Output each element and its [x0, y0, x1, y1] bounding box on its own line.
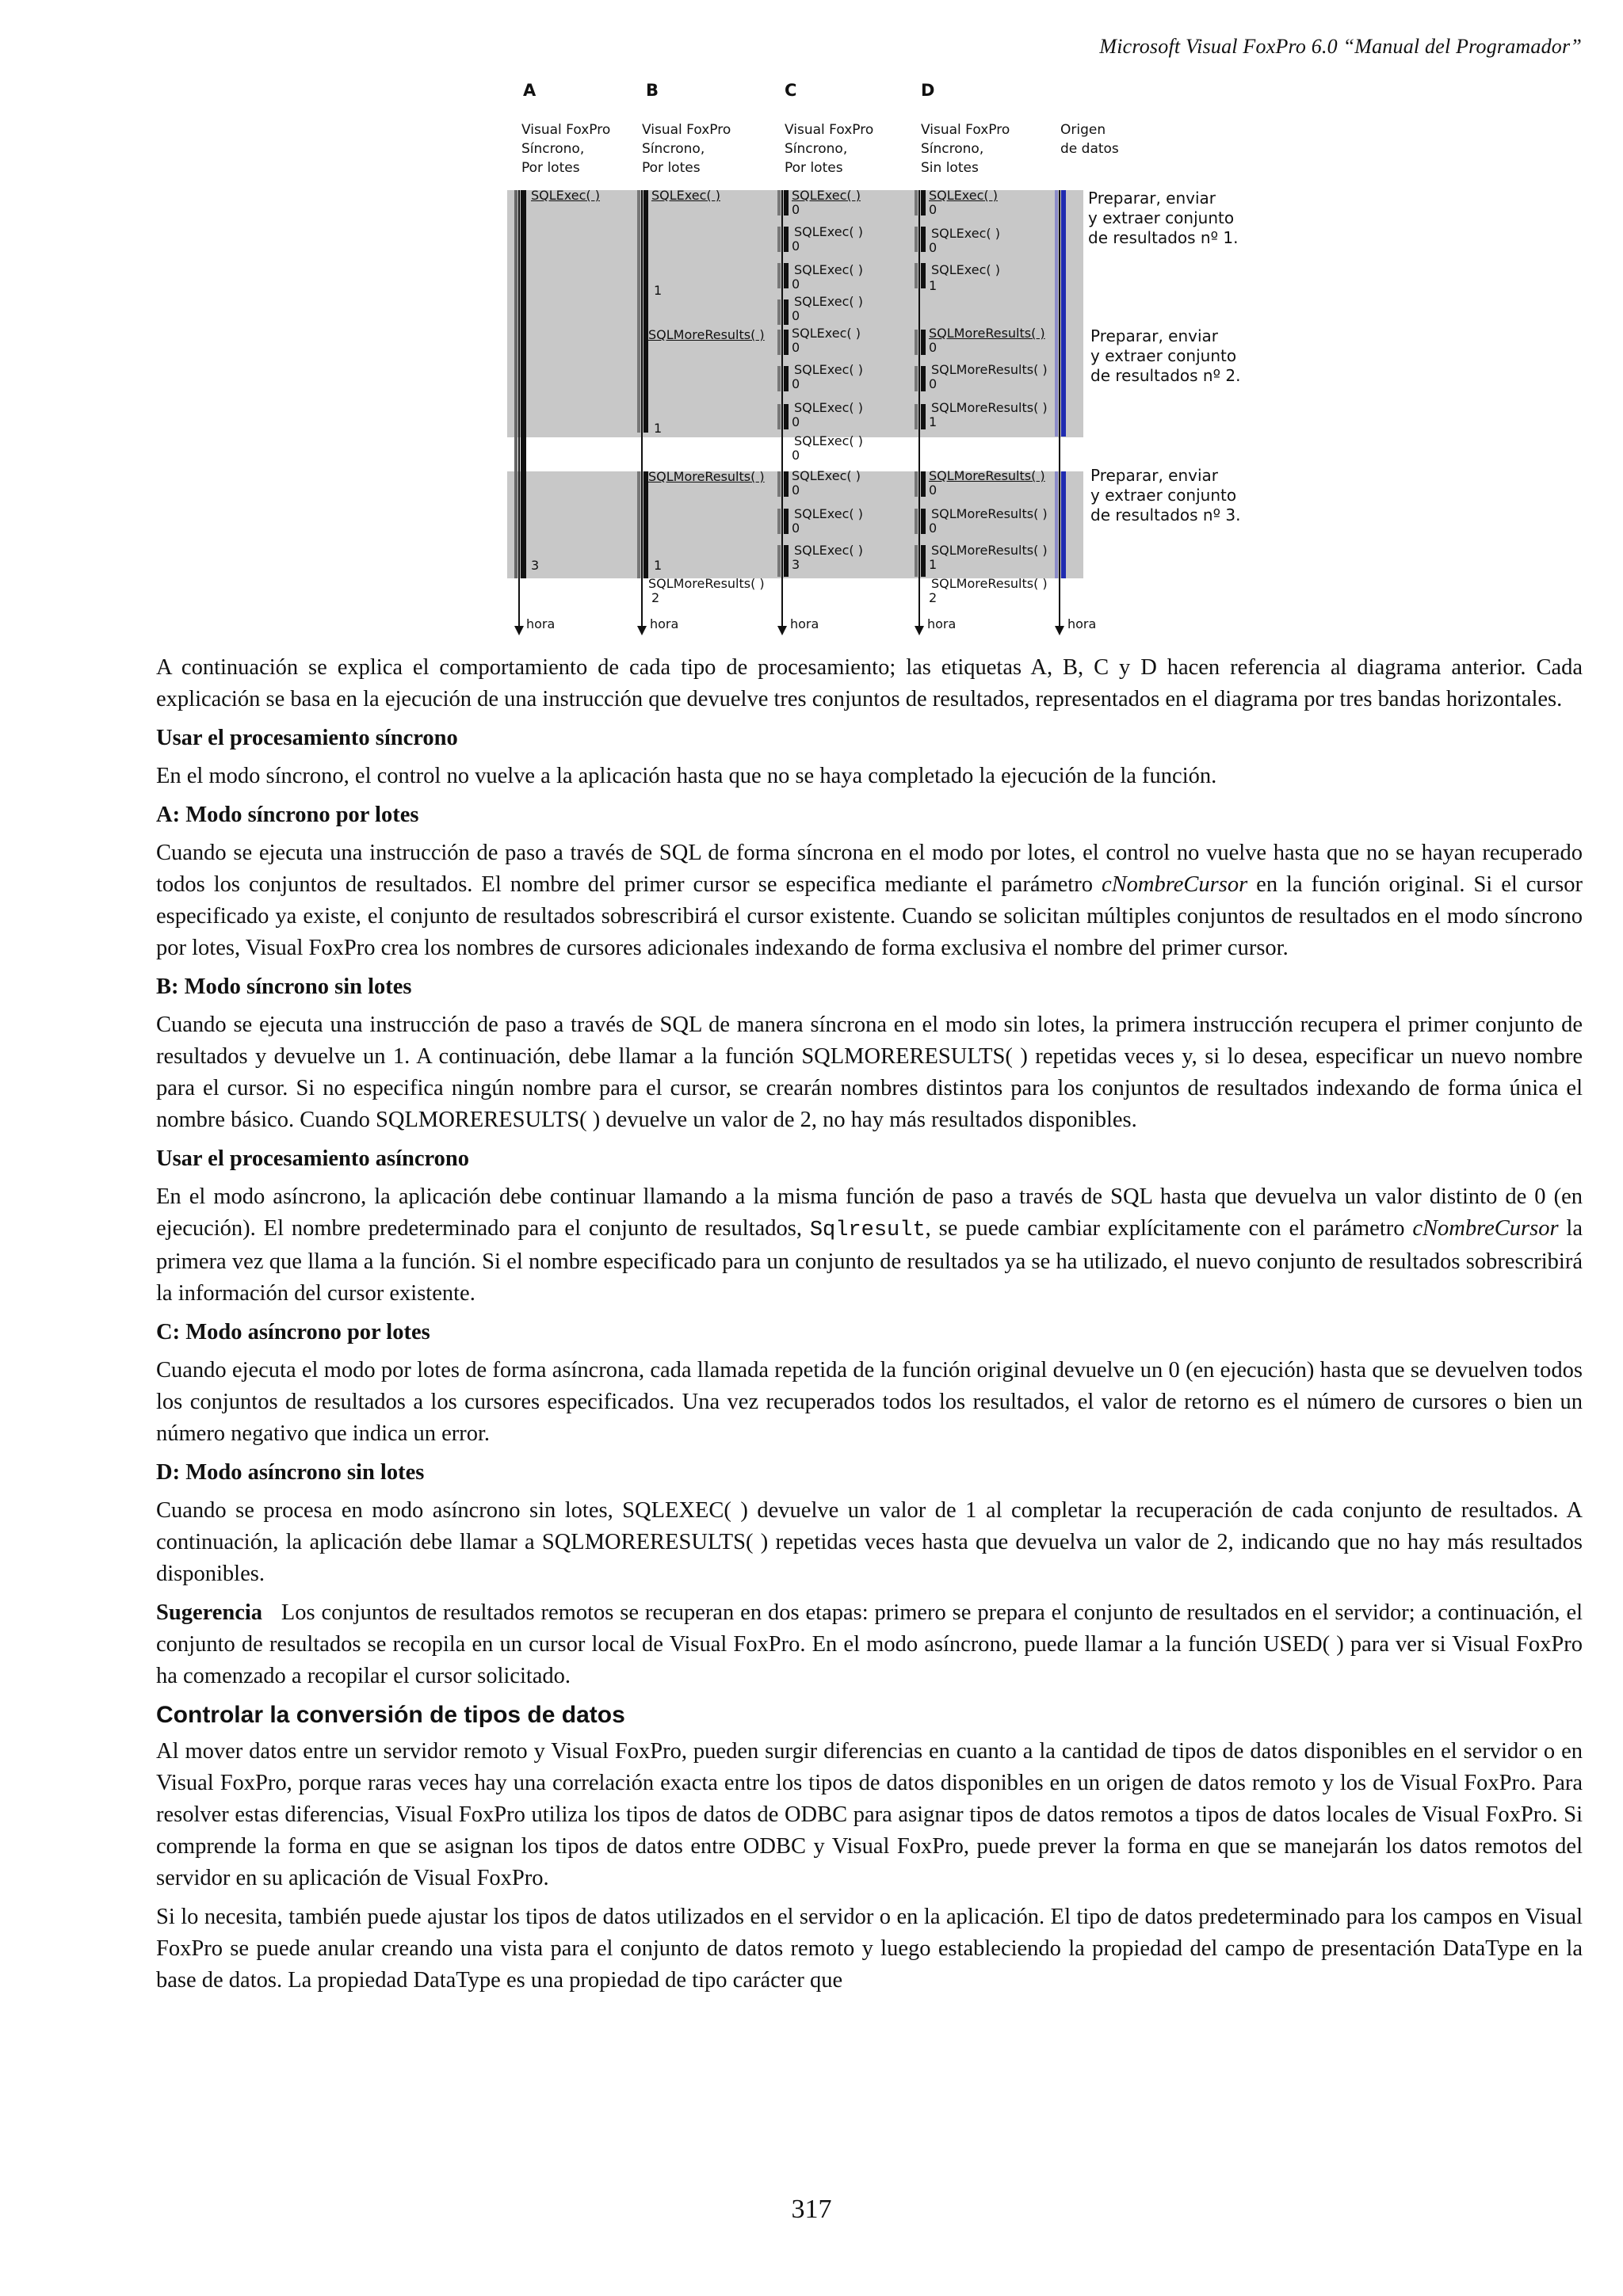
- hora-label-source: hora: [1067, 616, 1097, 631]
- c-sqlexec-9: SQLExec( ): [792, 468, 861, 483]
- c-sqlexec-11: SQLExec( ): [794, 543, 863, 558]
- d-return: 0: [929, 340, 938, 355]
- c-return: 0: [792, 448, 800, 463]
- d-more-6: SQLMoreResults( ): [931, 543, 1048, 558]
- async-paragraph: En el modo asíncrono, la aplicación debe continuar llamando a la misma función de paso a través de SQL hasta que devuelva un valor distinto de 0 (en ejecución). El nombre predeterminado para el conjunto de resultados, Sqlresult, se puede cambiar explícitamente con el parámetro cNombreCursor la primera vez que llama a la función. Si el nombre especificado para un conjunto de resultados ya se ha utilizado, el nuevo conjunto de resultados sobrescribirá la información del cursor existente.: [156, 1184, 1583, 1306]
- c-sqlexec-10: SQLExec( ): [794, 506, 863, 521]
- c-return: 0: [792, 340, 800, 355]
- processing-diagram: [507, 71, 1252, 650]
- c-return: 0: [792, 308, 800, 323]
- column-label-source: Origen de datos: [1060, 122, 1119, 157]
- d-sqlexec-1: SQLExec( ): [929, 188, 998, 203]
- c-sqlexec-4: SQLExec( ): [794, 294, 863, 309]
- d-return: 0: [929, 240, 938, 255]
- band-label-1: Preparar, enviar y extraer conjunto de resultados nº 1.: [1088, 189, 1239, 247]
- paragraph-b: Cuando se ejecuta una instrucción de paso a través de SQL de manera síncrona en el modo sin lotes, la primera instrucción recupera el primer conjunto de resultados y devuelve un 1. A continuación, debe llamar a la función SQLMORERESULTS( ) repetidas veces y, si lo desea, especificar un nuevo nombre para el cursor. Si no especifica ningún nombre para el cursor, se crearán nombres distintos para los conjuntos de resultados indexando de forma única el nombre básico. Cuando SQLMORERESULTS( ) devuelve un valor de 2, no hay más resultados disponibles.: [156, 1013, 1583, 1132]
- heading-sync: Usar el procesamiento síncrono: [156, 726, 458, 750]
- d-sqlexec-3: SQLExec( ): [931, 262, 1000, 277]
- column-letter-b: B: [646, 81, 659, 100]
- d-more-1: SQLMoreResults( ): [929, 326, 1045, 341]
- hora-label-c: hora: [790, 616, 819, 631]
- column-label-a: Visual FoxPro Síncrono, Por lotes: [521, 122, 611, 176]
- b-return-1b: 1: [654, 421, 663, 436]
- hora-label-a: hora: [526, 616, 556, 631]
- b-sqlexec: SQLExec( ): [651, 188, 720, 203]
- heading-b: B: Modo síncrono sin lotes: [156, 974, 412, 999]
- c-return: 0: [792, 376, 800, 391]
- d-return: 0: [929, 202, 938, 217]
- d-return: 0: [929, 376, 938, 391]
- c-return: 0: [792, 202, 800, 217]
- d-sqlexec-2: SQLExec( ): [931, 226, 1000, 241]
- d-more-3: SQLMoreResults( ): [931, 400, 1048, 415]
- c-return-3: 3: [792, 557, 800, 572]
- b-more-2: SQLMoreResults( ): [648, 469, 765, 484]
- c-return: 0: [792, 238, 800, 254]
- intro-paragraph: A continuación se explica el comportamiento de cada tipo de procesamiento; las etiquetas A, B, C y D hacen referencia al diagrama anterior. Cada explicación se basa en la ejecución de una instrucción que devuelve tres conjuntos de resultados, representados en el diagrama por tres bandas horizontales.: [156, 655, 1583, 711]
- d-return: 0: [929, 521, 938, 536]
- d-more-7: SQLMoreResults( ): [931, 576, 1048, 591]
- paragraph-a: Cuando se ejecuta una instrucción de paso a través de SQL de forma síncrona en el modo por lotes, el control no vuelve hasta que no se hayan recuperado todos los conjuntos de resultados. El nombre del primer cursor se especifica mediante el parámetro cNombreCursor en la función original. Si el cursor especificado ya existe, el conjunto de resultados sobrescribirá el cursor existente. Cuando se solicitan múltiples conjuntos de resultados en el modo síncrono por lotes, Visual FoxPro crea los nombres de cursores adicionales indexando de forma exclusiva el nombre del primer cursor.: [156, 841, 1583, 960]
- d-return-1: 1: [929, 278, 938, 293]
- b-return-2: 2: [651, 590, 660, 605]
- paragraph-c: Cuando ejecuta el modo por lotes de forma asíncrona, cada llamada repetida de la función original devuelve un 0 (en ejecución) hasta que se devuelven todos los conjuntos de resultados a los cursores especificados. Una vez recuperados todos los resultados, el valor de retorno es el número de cursores o bien un número negativo que indica un error.: [156, 1358, 1583, 1446]
- c-sqlexec-1: SQLExec( ): [792, 188, 861, 203]
- column-label-b: Visual FoxPro Síncrono, Por lotes: [642, 122, 731, 176]
- c-return: 0: [792, 521, 800, 536]
- column-letter-a: A: [523, 81, 537, 100]
- hora-label-d: hora: [927, 616, 957, 631]
- column-label-d: Visual FoxPro Síncrono, Sin lotes: [921, 122, 1010, 176]
- column-letter-c: C: [785, 81, 797, 100]
- heading-conversion: Controlar la conversión de tipos de datos: [156, 1702, 625, 1728]
- column-label-c: Visual FoxPro Síncrono, Por lotes: [785, 122, 874, 176]
- hora-label-b: hora: [650, 616, 679, 631]
- c-return: 0: [792, 414, 800, 429]
- c-sqlexec-2: SQLExec( ): [794, 224, 863, 239]
- sync-paragraph: En el modo síncrono, el control no vuelve a la aplicación hasta que no se haya completado la ejecución de la función.: [156, 764, 1217, 788]
- b-return-1: 1: [654, 283, 663, 298]
- c-return: 0: [792, 277, 800, 292]
- d-more-4: SQLMoreResults( ): [929, 468, 1045, 483]
- c-sqlexec-7: SQLExec( ): [794, 400, 863, 415]
- b-more-3: SQLMoreResults( ): [648, 576, 765, 591]
- d-more-5: SQLMoreResults( ): [931, 506, 1048, 521]
- paragraph-d: Cuando se procesa en modo asíncrono sin lotes, SQLEXEC( ) devuelve un valor de 1 al completar la recuperación de cada conjunto de resultados. A continuación, la aplicación debe llamar a SQLMORERESULTS( ) repetidas veces hasta que devuelva un valor de 2, indicando que no hay más resultados disponibles.: [156, 1498, 1583, 1586]
- d-more-2: SQLMoreResults( ): [931, 362, 1048, 377]
- b-return-1c: 1: [654, 558, 663, 573]
- c-sqlexec-5: SQLExec( ): [792, 326, 861, 341]
- body-text: [156, 652, 1583, 2004]
- c-sqlexec-8: SQLExec( ): [794, 433, 863, 448]
- heading-d: D: Modo asíncrono sin lotes: [156, 1460, 425, 1485]
- conversion-paragraph-1: Al mover datos entre un servidor remoto y Visual FoxPro, pueden surgir diferencias en cuanto a la cantidad de tipos de datos disponibles en el servidor o en Visual FoxPro, porque raras veces hay una correlación exacta entre los tipos de datos disponibles en un origen de datos remoto y los de Visual FoxPro. Para resolver estas diferencias, Visual FoxPro utiliza los tipos de datos de ODBC para asignar tipos de datos remotos a tipos de datos locales de Visual FoxPro. Si comprende la forma en que se asignan los tipos de datos entre ODBC y Visual FoxPro, puede prever la forma en que se manejarán los datos remotos del servidor en su aplicación de Visual FoxPro.: [156, 1739, 1583, 1890]
- column-letter-d: D: [921, 81, 935, 100]
- page-number: 317: [791, 2195, 832, 2224]
- c-sqlexec-3: SQLExec( ): [794, 262, 863, 277]
- d-return: 0: [929, 482, 938, 498]
- c-return: 0: [792, 482, 800, 498]
- d-return-2: 2: [929, 590, 938, 605]
- band-label-3: Preparar, enviar y extraer conjunto de resultados nº 3.: [1090, 466, 1241, 524]
- heading-a: A: Modo síncrono por lotes: [156, 803, 419, 827]
- a-sqlexec: SQLExec( ): [531, 188, 600, 203]
- band-label-2: Preparar, enviar y extraer conjunto de resultados nº 2.: [1090, 326, 1241, 385]
- d-return-1: 1: [929, 414, 938, 429]
- b-more-1: SQLMoreResults( ): [648, 327, 765, 342]
- d-return-1: 1: [929, 557, 938, 572]
- a-return-3: 3: [531, 558, 540, 573]
- running-header: Microsoft Visual FoxPro 6.0 “Manual del Programador”: [1099, 35, 1582, 58]
- c-sqlexec-6: SQLExec( ): [794, 362, 863, 377]
- conversion-paragraph-2: Si lo necesita, también puede ajustar los tipos de datos utilizados en el servidor o en la aplicación. El tipo de datos predeterminado para los campos en Visual FoxPro se puede anular creando una vista para el conjunto de datos remoto y luego estableciendo la propiedad del campo de presentación DataType en la base de datos. La propiedad DataType es una propiedad de tipo carácter que: [156, 1905, 1583, 1993]
- heading-c: C: Modo asíncrono por lotes: [156, 1320, 430, 1344]
- heading-async: Usar el procesamiento asíncrono: [156, 1146, 470, 1171]
- tip-paragraph: Sugerencia Los conjuntos de resultados remotos se recuperan en dos etapas: primero se prepara el conjunto de resultados en el servidor; a continuación, el conjunto de resultados se recopila en un cursor local de Visual FoxPro. En el modo asíncrono, puede llamar a la función USED( ) para ver si Visual FoxPro ha comenzado a recopilar el cursor solicitado.: [156, 1600, 1583, 1688]
